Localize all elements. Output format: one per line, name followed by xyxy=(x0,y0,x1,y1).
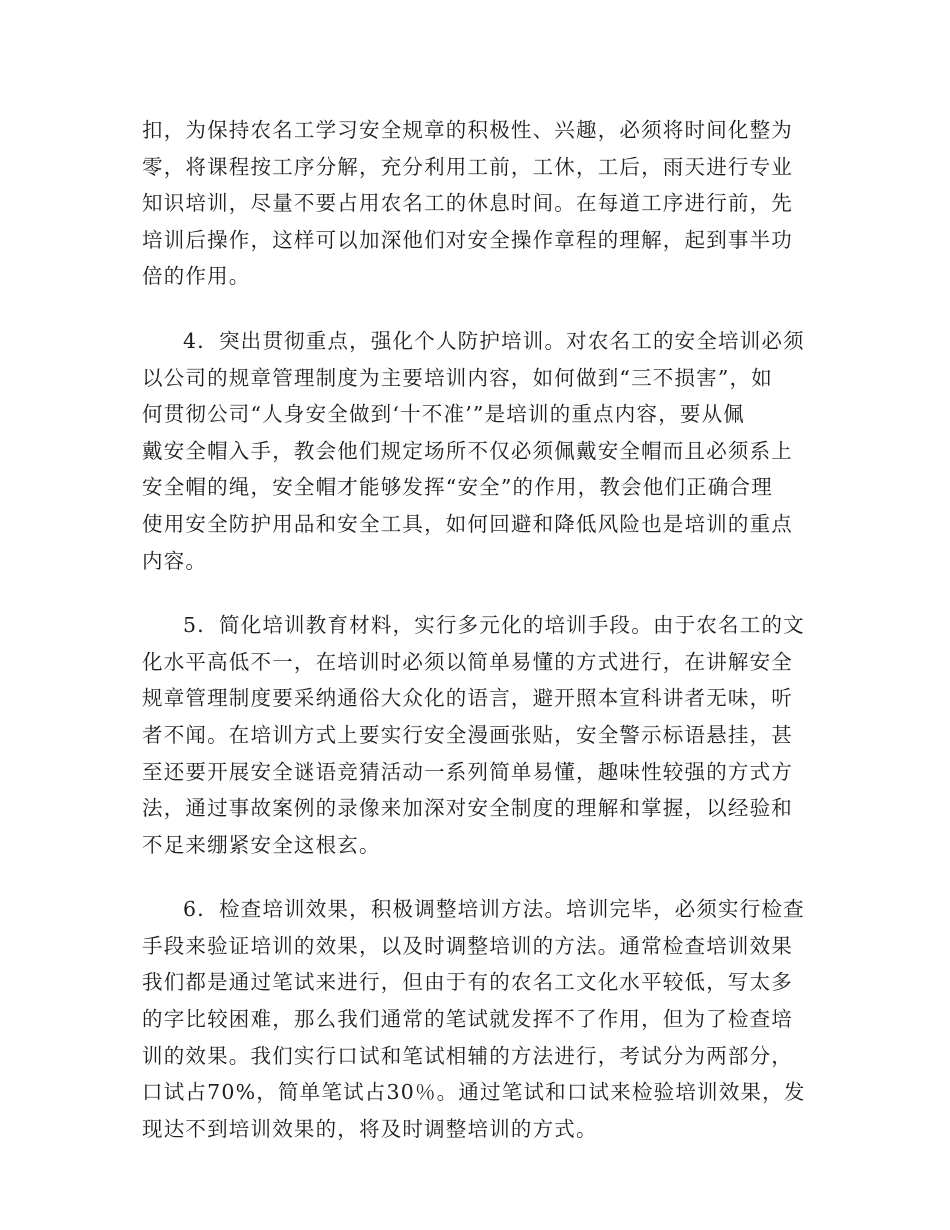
text-line: 现达不到培训效果的，将及时调整培训的方式。 xyxy=(142,1116,598,1141)
text-line: 扣，为保持农名工学习安全规章的积极性、兴趣，必须将时间化整为 xyxy=(142,118,793,142)
text-line: 5．简化培训教育材料，实行多元化的培训手段。由于农名工的文 xyxy=(183,613,805,638)
text-line: 规章管理制度要采纳通俗大众化的语言，避开照本宣科讲者无味，听 xyxy=(142,686,793,711)
text-line: 戴安全帽入手，教会他们规定场所不仅必须佩戴安全帽而且必须系上 xyxy=(142,438,793,463)
text-line: 不足来绷紧安全这根玄。 xyxy=(142,832,381,857)
text-line: 口试占70%，简单笔试占30％。通过笔试和口试来检验培训效果，发 xyxy=(142,1080,806,1105)
text-line: 者不闻。在培训方式上要实行安全漫画张贴，安全警示标语悬挂，甚 xyxy=(142,722,793,747)
text-line: 手段来验证培训的效果，以及时调整培训的方法。通常检查培训效果 xyxy=(142,933,793,958)
text-line: 至还要开展安全谜语竞猜活动一系列简单易懂，趣味性较强的方式方 xyxy=(142,759,793,784)
text-line: 使用安全防护用品和安全工具，如何回避和降低风险也是培训的重点 xyxy=(142,511,793,536)
text-line: 我们都是通过笔试来进行，但由于有的农名工文化水平较低，写太多 xyxy=(142,970,793,995)
text-line: 内容。 xyxy=(142,548,208,573)
paragraph-item-6 xyxy=(142,891,810,1147)
text-line: 的字比较困难，那么我们通常的笔试就发挥不了作用，但为了检查培 xyxy=(142,1007,793,1032)
text-line: 倍的作用。 xyxy=(142,264,251,289)
paragraph-item-4 xyxy=(142,323,810,579)
text-line: 法，通过事故案例的录像来加深对安全制度的理解和掌握，以经验和 xyxy=(142,796,793,821)
text-line: 以公司的规章管理制度为主要培训内容，如何做到“三不损害”，如 xyxy=(142,365,773,390)
paragraph-item-5 xyxy=(142,607,810,863)
paragraph-continuation xyxy=(142,112,810,295)
text-line: 安全帽的绳，安全帽才能够发挥“安全”的作用，教会他们正确合理 xyxy=(142,475,773,500)
text-line: 化水平高低不一，在培训时必须以简单易懂的方式进行，在讲解安全 xyxy=(142,649,793,674)
text-line: 零，将课程按工序分解，充分利用工前，工休，工后，雨天进行专业 xyxy=(142,154,793,179)
text-line: 培训后操作，这样可以加深他们对安全操作章程的理解，起到事半功 xyxy=(142,227,793,252)
text-line: 知识培训，尽量不要占用农名工的休息时间。在每道工序进行前，先 xyxy=(142,191,793,216)
text-line: 何贯彻公司“人身安全做到‘十不准’”是培训的重点内容，要从佩 xyxy=(142,402,745,427)
document-body xyxy=(142,112,810,1175)
text-line: 训的效果。我们实行口试和笔试相辅的方法进行，考试分为两部分， xyxy=(142,1043,793,1068)
text-line: 6．检查培训效果，积极调整培训方法。培训完毕，必须实行检查 xyxy=(183,897,805,922)
text-line: 4．突出贯彻重点，强化个人防护培训。对农名工的安全培训必须 xyxy=(183,328,805,353)
